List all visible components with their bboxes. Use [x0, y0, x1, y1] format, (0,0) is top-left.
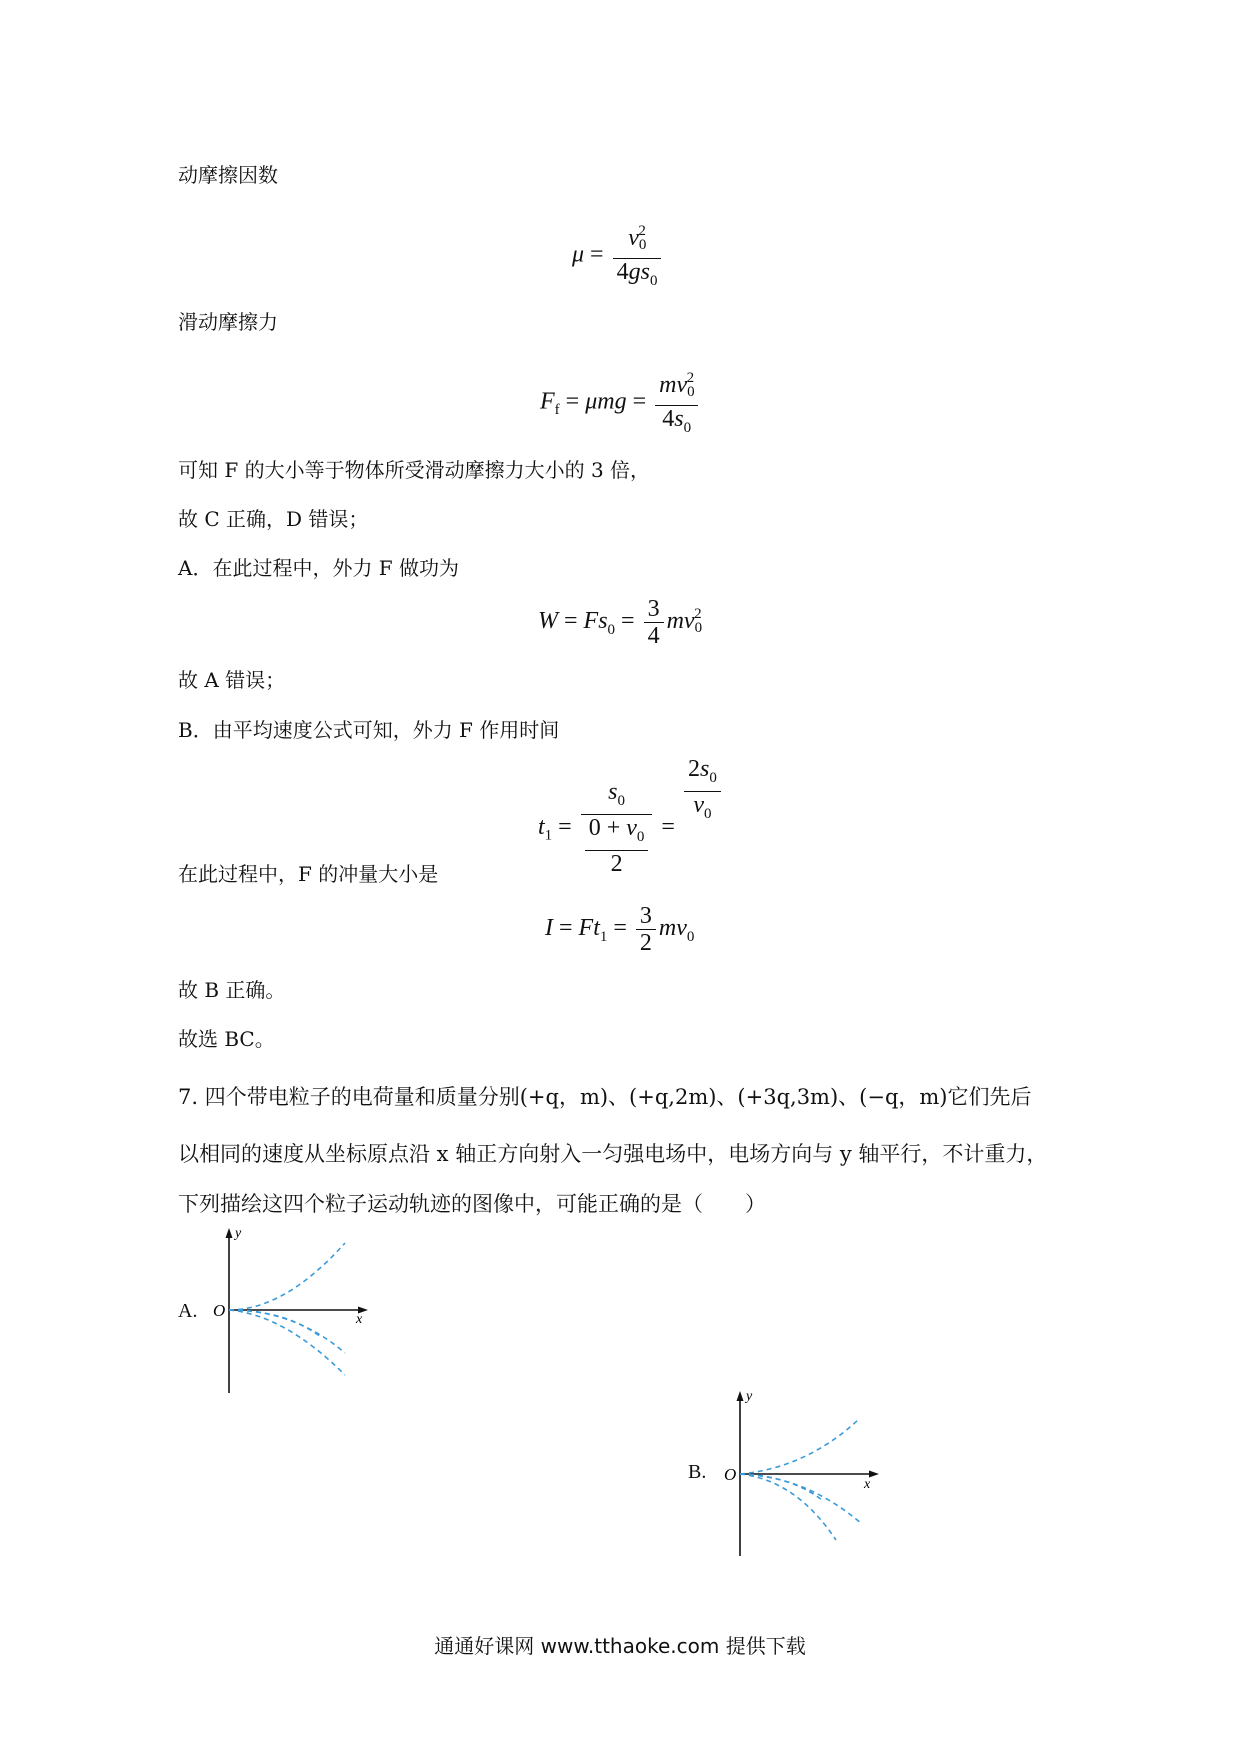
y-axis-label: y [746, 1389, 753, 1404]
text-line-conclusion-3x: 可知 F 的大小等于物体所受滑动摩擦力大小的 3 倍， [178, 458, 651, 482]
question-7-line-3: 下列描绘这四个粒子运动轨迹的图像中，可能正确的是（ ） [178, 1192, 766, 1216]
option-a-graph [205, 1225, 375, 1395]
text-line-c-correct: 故 C 正确，D 错误； [178, 507, 369, 531]
text-line-impulse-intro: 在此过程中，F 的冲量大小是 [178, 862, 439, 886]
x-axis-label: x [864, 1477, 871, 1492]
y-axis-label: y [235, 1226, 242, 1241]
formula-work: $W = Fs_0$ = $\frac{3}{4}$ $mv_0^2$ [538, 596, 703, 649]
text-line-friction-coefficient: 动摩擦因数 [178, 163, 278, 187]
formula-impulse: $I = Ft_1$ = $\frac{3}{2}$ $mv_0$ [545, 903, 695, 956]
formula-mu: μ = $\frac{v_0^2}{4gs_0}$ [572, 218, 664, 294]
origin-label: O [213, 1301, 226, 1320]
trajectory-curve [740, 1474, 822, 1500]
option-b-graph [716, 1388, 886, 1558]
option-b-label: B. [688, 1461, 707, 1483]
trajectory-curve [229, 1243, 345, 1310]
question-7-line-1: 7. 四个带电粒子的电荷量和质量分别(+q，m)、(+q,2m)、(+3q,3m)、(−q，m)它们先后 [178, 1085, 1032, 1109]
trajectory-curve [229, 1310, 345, 1353]
y-axis-arrow [737, 1391, 744, 1401]
text-line-sliding-friction: 滑动摩擦力 [178, 310, 278, 334]
trajectory-curve [740, 1474, 836, 1540]
option-a-label: A. [178, 1300, 198, 1322]
text-line-answer: 故选 BC。 [178, 1027, 275, 1051]
trajectory-curve [229, 1310, 345, 1375]
text-line-option-b-time: B．由平均速度公式可知，外力 F 作用时间 [178, 718, 560, 742]
y-axis-arrow [226, 1228, 233, 1238]
text-line-b-correct: 故 B 正确。 [178, 978, 286, 1002]
x-axis-label: x [356, 1312, 363, 1327]
trajectory-curve [740, 1474, 862, 1524]
page-footer: 通通好课网 www.tthaoke.com 提供下载 [434, 1634, 806, 1658]
formula-friction-force: $F_f = \mu mg$ = $\frac{mv_0^2}{4s_0}$ [540, 365, 701, 441]
text-line-a-wrong: 故 A 错误； [178, 668, 286, 692]
formula-time: $t_1$ = $\frac{s_0}{\frac{0 + v_0}{2}}$ = $\frac{2s_0}{v_0}$ [538, 756, 724, 877]
question-7-line-2: 以相同的速度从坐标原点沿 x 轴正方向射入一匀强电场中，电场方向与 y 轴平行，不计重力， [178, 1142, 1048, 1166]
origin-label: O [724, 1465, 737, 1484]
text-line-option-a-work: A．在此过程中，外力 F 做功为 [178, 556, 460, 580]
x-axis-arrow [869, 1471, 879, 1478]
trajectory-curve [740, 1420, 858, 1474]
